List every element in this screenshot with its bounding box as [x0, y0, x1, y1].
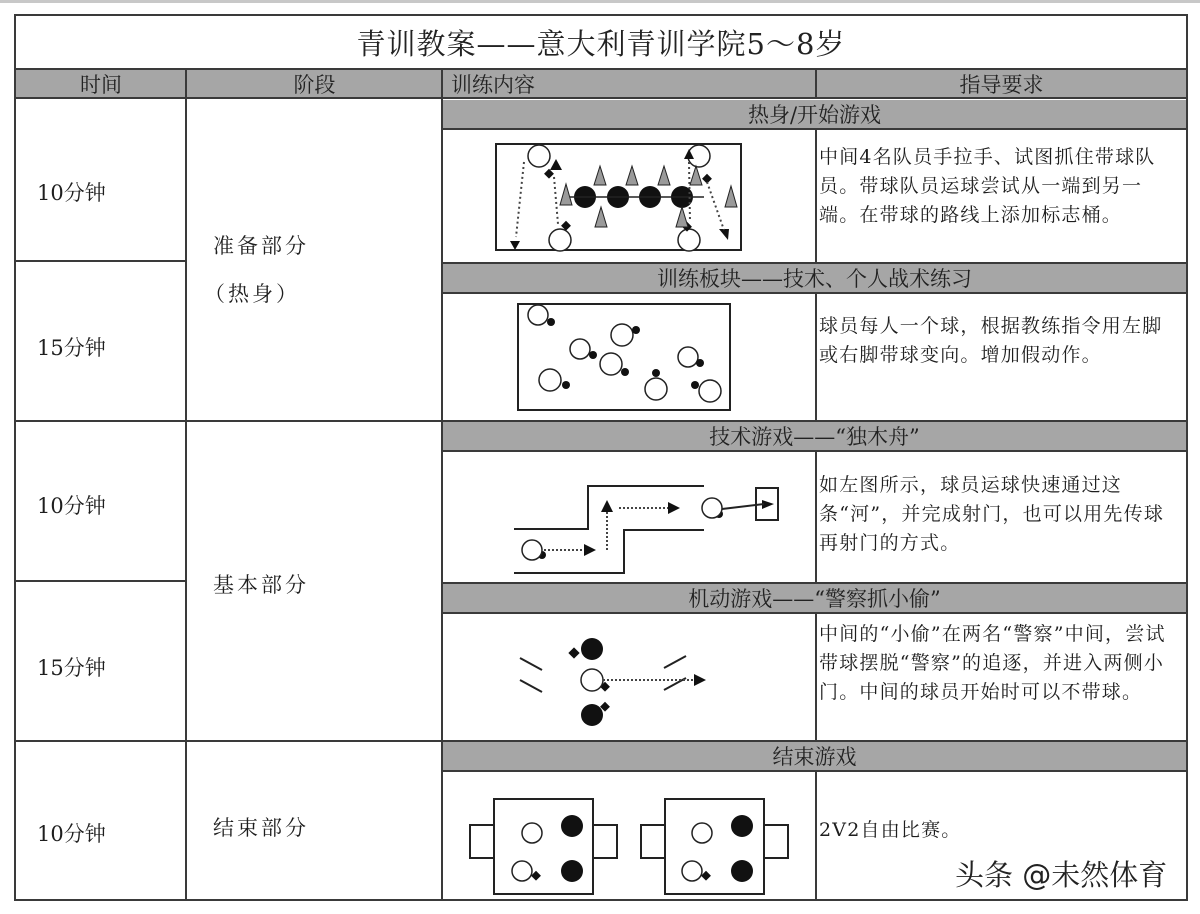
- canoe-river-dribble-diagram: [514, 476, 804, 586]
- watermark-text: 头条 @未然体育: [955, 858, 1168, 892]
- guidance-text: 球员每人一个球，根据教练指令用左脚或右脚带球变向。增加假动作。: [819, 315, 1163, 366]
- warmup-chain-tag-diagram: [494, 142, 744, 254]
- stage-cell-main: 基本部分: [213, 573, 309, 597]
- stage-cell-closing: 结束部分: [213, 816, 309, 840]
- 2v2-small-sided-games-diagram: [468, 794, 798, 904]
- time-cell: 15分钟: [37, 656, 106, 680]
- section-band-canoe: 技术游戏——“独木舟”: [443, 422, 1186, 452]
- guidance-text: 如左图所示，球员运球快速通过这条“河”，并完成射门，也可以用先传球再射门的方式。: [819, 474, 1165, 554]
- individual-dribbling-diagram: [516, 302, 736, 414]
- time-cell: 10分钟: [37, 181, 106, 205]
- guidance-text: 中间的“小偷”在两名“警察”中间，尝试带球摆脱“警察”的追逐，并进入两侧小门。中间的球员开始时可以不带球。: [819, 623, 1166, 703]
- column-header-stage: 阶段: [186, 68, 443, 99]
- section-band-warmup: 热身/开始游戏: [443, 100, 1186, 130]
- row-divider: [16, 260, 186, 262]
- column-divider: [185, 68, 187, 901]
- stage-cell-prep: 准备部分: [213, 234, 309, 258]
- column-divider: [441, 68, 443, 901]
- guidance-text: 中间4名队员手拉手、试图抓住带球队员。带球队员运球尝试从一端到另一端。在带球的路线上添加标志桶。: [819, 146, 1156, 226]
- column-header-guidance: 指导要求: [817, 68, 1186, 99]
- column-header-time: 时间: [16, 68, 186, 99]
- cops-and-thief-diagram: [506, 630, 716, 740]
- column-divider: [815, 100, 817, 901]
- top-edge-line: [0, 0, 1200, 3]
- section-band-closing-game: 结束游戏: [443, 742, 1186, 772]
- page-title: 青训教案——意大利青训学院5～8岁: [356, 26, 846, 61]
- column-divider: [815, 68, 817, 99]
- section-band-cops-thief: 机动游戏——“警察抓小偷”: [443, 582, 1186, 614]
- lesson-plan-table: [14, 14, 1188, 901]
- section-band-technique: 训练板块——技术、个人战术练习: [443, 262, 1186, 294]
- guidance-text: 2V2自由比赛。: [819, 819, 962, 841]
- time-cell: 10分钟: [37, 494, 106, 518]
- column-header-content: 训练内容: [443, 68, 817, 99]
- row-divider: [16, 580, 186, 582]
- time-cell: 10分钟: [37, 822, 106, 846]
- stage-cell-prep-sublabel: （热身）: [204, 282, 300, 306]
- time-cell: 15分钟: [37, 336, 106, 360]
